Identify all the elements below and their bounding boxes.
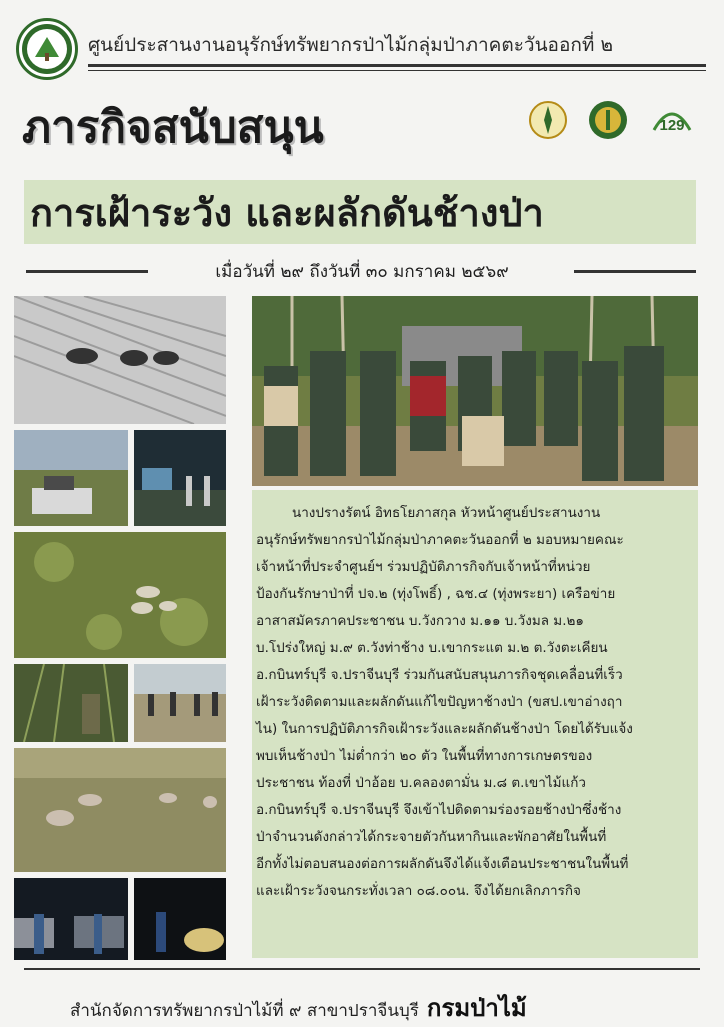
team-group-photo	[252, 296, 698, 486]
department-seal-icon	[588, 100, 628, 140]
header-rule-thin	[88, 70, 706, 71]
article-line: และเฝ้าระวังจนกระทั่งเวลา ๐๘.๐๐น. จึงได้ยกเลิกภารกิจ	[256, 883, 581, 899]
team-on-dirt-road-photo	[134, 664, 226, 742]
officer-in-sugarcane-photo	[14, 664, 128, 742]
article-line: ป้องกันรักษาป่าที่ ปจ.๒ (ทุ่งโพธิ์) , ฉช.๔ (ทุ่งพระยา) เครือข่าย	[256, 586, 616, 602]
aerial-elephants-photo	[14, 296, 226, 424]
night-checkpoint-photo	[134, 430, 226, 526]
date-divider-right	[574, 270, 696, 273]
footer	[70, 988, 527, 1027]
organization-name: ศูนย์ประสานงานอนุรักษ์ทรัพยากรป่าไม้กลุ่มป่าภาคตะวันออกที่ ๒	[88, 34, 613, 56]
event-date: เมื่อวันที่ ๒๙ ถึงวันที่ ๓๐ มกราคม ๒๕๖๙	[215, 262, 509, 282]
elephants-in-field-photo	[14, 532, 226, 658]
pickup-truck-photo	[14, 430, 128, 526]
article-line: ป่าจำนวนดังกล่าวได้กระจายตัวกันหากินและพักอาศัยในพื้นที่	[256, 829, 607, 845]
subtitle: การเฝ้าระวัง และผลักดันช้างป่า	[30, 191, 544, 235]
anniversary-129-badge	[648, 100, 696, 140]
night-patrol-vehicles-photo	[14, 878, 128, 960]
forest-emblem-icon	[21, 23, 73, 75]
night-field-search-photo	[134, 878, 226, 960]
article-line: เฝ้าระวังติดตามและผลักดันแก้ไขปัญหาช้างป่า (ขสป.เขาอ่างฤา	[256, 694, 623, 710]
article-line: อ.กบินทร์บุรี จ.ปราจีนบุรี จึงเข้าไปติดตามร่องรอยช้างป่าซึ่งช้าง	[256, 802, 622, 818]
article-line: พบเห็นช้างป่า ไม่ต่ำกว่า ๒๐ ตัว ในพื้นที่ทางการเกษตรของ	[256, 748, 593, 764]
footer-office: สำนักจัดการทรัพยากรป่าไม้ที่ ๙ สาขาปราจีนบุรี	[70, 1001, 419, 1021]
date-divider-left	[26, 270, 148, 273]
header-rule	[88, 64, 706, 67]
article-line: นางปรางรัตน์ อิทธโยภาสกุล หัวหน้าศูนย์ประสานงาน	[292, 505, 601, 521]
royal-emblem-icon	[528, 100, 568, 140]
article-line: เจ้าหน้าที่ประจำศูนย์ฯ ร่วมปฏิบัติภารกิจกับเจ้าหน้าที่หน่วย	[256, 559, 591, 575]
article-line: ไน) ในการปฏิบัติภารกิจเฝ้าระวังและผลักดันช้างป่า โดยได้รับแจ้ง	[256, 721, 633, 737]
main-title: ภารกิจสนับสนุน	[22, 102, 324, 153]
footer-rule	[24, 968, 700, 970]
footer-brand: กรมป่าไม้	[426, 994, 527, 1022]
elephant-herd-photo	[14, 748, 226, 872]
svg-text:129: 129	[659, 117, 685, 134]
article-line: อาสาสมัครภาคประชาชน บ.วังกวาง ม.๑๑ บ.วังมล ม.๒๑	[256, 613, 584, 629]
article-line: อีกทั้งไม่ตอบสนองต่อการผลักดันจึงได้แจ้งเตือนประชาชนในพื้นที่	[256, 856, 629, 872]
department-logo	[16, 18, 78, 80]
article-line: อ.กบินทร์บุรี จ.ปราจีนบุรี ร่วมกันสนับสนุนภารกิจชุดเคลื่อนที่เร็ว	[256, 667, 623, 683]
article-body	[256, 500, 696, 905]
article-line: อนุรักษ์ทรัพยากรป่าไม้กลุ่มป่าภาคตะวันออกที่ ๒ มอบหมายคณะ	[256, 532, 624, 548]
article-line: บ.โปร่งใหญ่ ม.๙ ต.วังท่าช้าง บ.เขากระแต ม.๒ ต.วังตะเคียน	[256, 640, 608, 656]
article-line: ประชาชน ท้องที่ ป่าอ้อย บ.คลองตามั่น ม.๘ ต.เขาไม้แก้ว	[256, 775, 587, 791]
